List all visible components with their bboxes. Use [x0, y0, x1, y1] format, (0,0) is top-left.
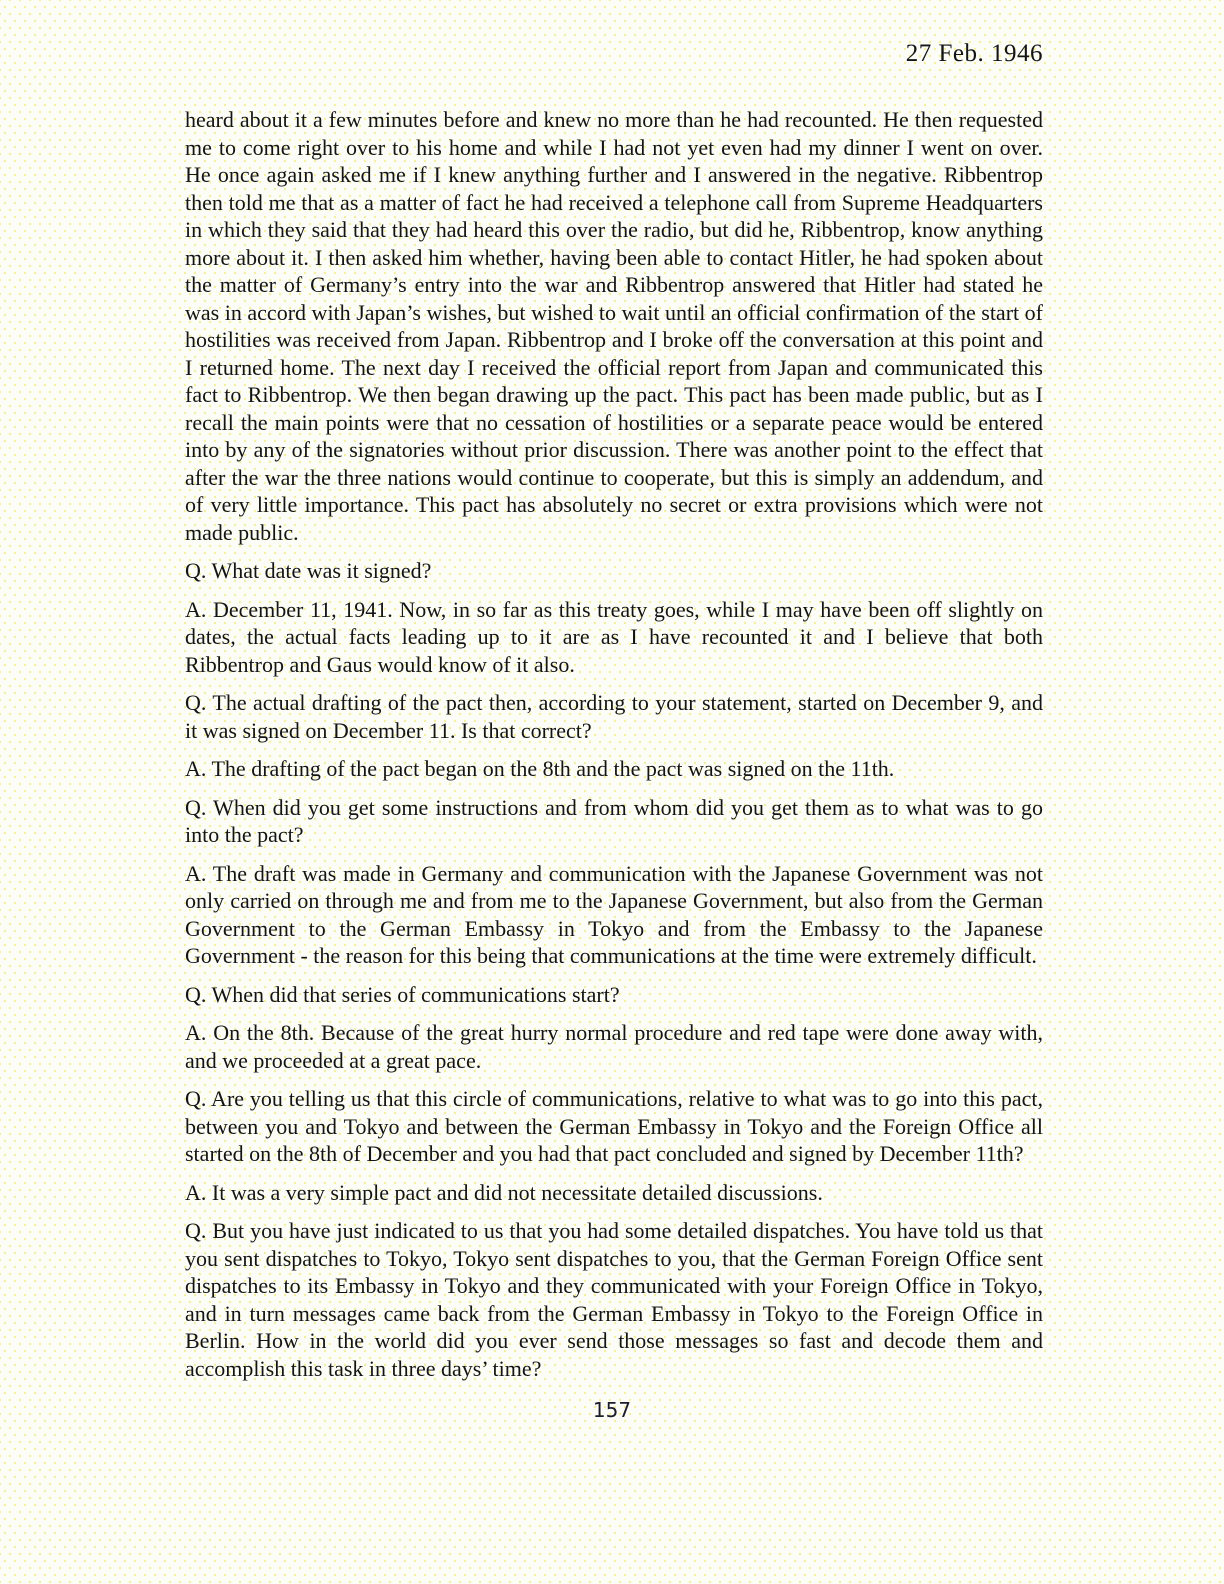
transcript-paragraph: Q. When did that series of communications start?	[185, 981, 620, 1007]
page-footer	[0, 1398, 1224, 1422]
transcript-paragraph: Q. But you have just indicated to us that you had some detailed dispatches. You have told us that you sent dispatches to Tokyo, Tokyo sent dispatches to you, that the German Foreign Office sent dispatches to its Embassy in Tokyo and they communicated with your Foreign Office in Tokyo, and in turn messages came back from the German Embassy in Tokyo to the Foreign Office in Berlin. How in the world did you ever send those messages so fast and decode them and accomplish this task in three days’ time?	[185, 1218, 1043, 1381]
page-header	[185, 40, 1043, 68]
transcript-paragraph: Q. When did you get some instructions and from whom did you get them as to what was to go into the pact?	[185, 794, 1043, 847]
transcript-paragraph: A. The drafting of the pact began on the 8th and the pact was signed on the 11th.	[185, 756, 895, 781]
transcript-paragraph: Q. The actual drafting of the pact then, according to your statement, started on December 9, and it was signed on December 11. Is that correct?	[185, 690, 1043, 743]
transcript-paragraph: A. On the 8th. Because of the great hurry normal procedure and red tape were done away with, and we proceeded at a great pace.	[185, 1020, 1043, 1073]
transcript-paragraph: A. December 11, 1941. Now, in so far as this treaty goes, while I may have been off slightly on dates, the actual facts leading up to it are as I have recounted it and I believe that both Ribbentrop and Gaus would know of it also.	[185, 596, 1043, 677]
page-number: 157	[592, 1398, 632, 1422]
transcript-paragraph: A. It was a very simple pact and did not necessitate detailed discussions.	[185, 1179, 823, 1205]
transcript-body	[185, 106, 1043, 1393]
transcript-paragraph: A. The draft was made in Germany and communication with the Japanese Government was not only carried on through me and from me to the Japanese Government, but also from the German Government to the German Embassy in Tokyo and from the Embassy to the Japanese Government - the reason for this being that communications at the time were extremely difficult.	[185, 860, 1043, 968]
transcript-paragraph: Q. What date was it signed?	[185, 558, 432, 583]
transcript-paragraph: Q. Are you telling us that this circle of communications, relative to what was to go into this pact, between you and Tokyo and between the German Embassy in Tokyo and the Foreign Office all started on the 8th of December and you had that pact concluded and signed by December 11th?	[185, 1086, 1043, 1166]
header-date: 27 Feb. 1946	[905, 40, 1043, 67]
transcript-paragraph: heard about it a few minutes before and knew no more than he had recounted. He then requested me to come right over to his home and while I had not yet even had my dinner I went on over. He once again asked me if I knew anything further and I answered in the negative. Ribbentrop then told me that as a matter of fact he had received a telephone call from Supreme Headquarters in which they said that they had heard this over the radio, but did he, Ribbentrop, know anything more about it. I then asked him whether, having been able to contact Hitler, he had spoken about the matter of Germany’s entry into the war and Ribbentrop answered that Hitler had stated he was in accord with Japan’s wishes, but wished to wait until an official confirmation of the start of hostilities was received from Japan. Ribbentrop and I broke off the conversation at this point and I returned home. The next day I received the official report from Japan and communicated this fact to Ribbentrop. We then began drawing up the pact. This pact has been made public, but as I recall the main points were that no cessation of hostilities or a separate peace would be entered into by any of the signatories without prior discussion. There was another point to the effect that after the war the three nations would continue to cooperate, but this is simply an addendum, and of very little importance. This pact has absolutely no secret or extra provisions which were not made public.	[185, 107, 1043, 545]
